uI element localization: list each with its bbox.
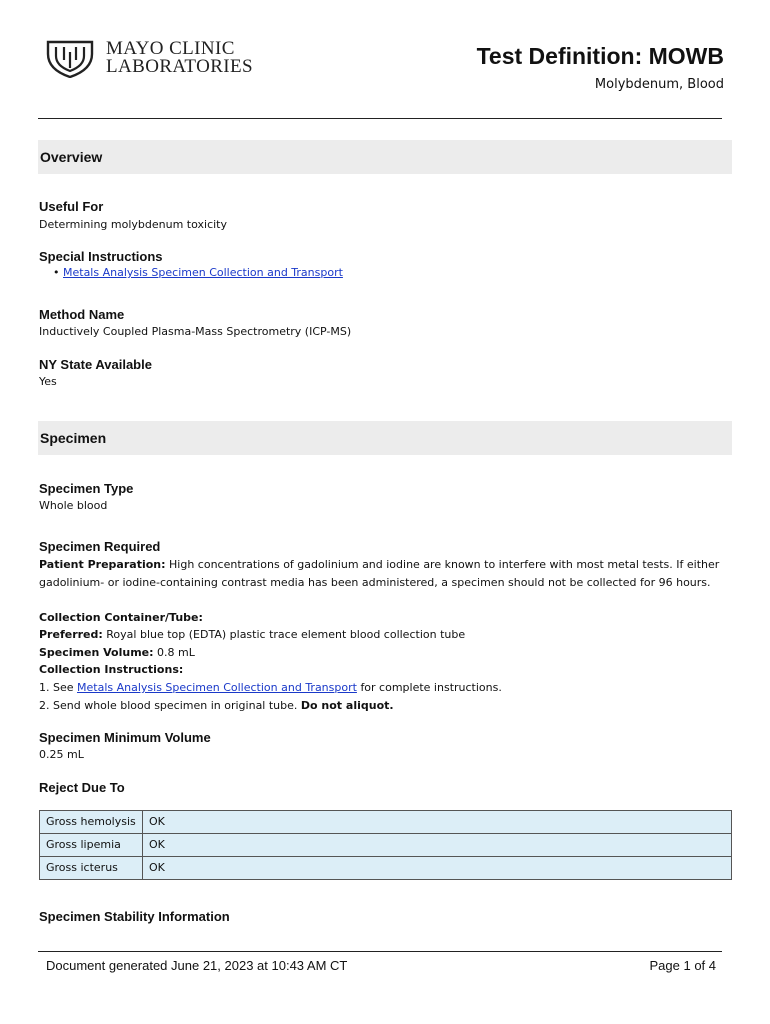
overview-heading: Overview: [40, 149, 103, 165]
mayo-shield-icon: [44, 38, 96, 78]
reject-due-to-label: Reject Due To: [39, 780, 125, 795]
useful-for-label: Useful For: [39, 199, 104, 214]
specimen-type-value: Whole blood: [39, 499, 108, 512]
ny-state-value: Yes: [39, 375, 57, 388]
specimen-heading: Specimen: [40, 430, 107, 446]
specimen-volume-value: 0.8 mL: [157, 646, 195, 659]
instruction-1-suffix: for complete instructions.: [360, 681, 502, 694]
logo-line-1: MAYO CLINIC: [106, 38, 235, 59]
method-name-value: Inductively Coupled Plasma-Mass Spectrometry (ICP-MS): [39, 325, 352, 338]
patient-preparation: [39, 556, 729, 591]
specimen-section-header: [38, 421, 732, 455]
stability-label: Specimen Stability Information: [39, 909, 230, 924]
special-instructions-label: Special Instructions: [39, 249, 163, 264]
preferred-label: Preferred:: [39, 628, 103, 641]
reject-condition: Gross lipemia: [40, 834, 143, 857]
reject-result: OK: [143, 834, 732, 857]
table-row: [40, 834, 732, 857]
instruction-1-prefix: 1. See: [39, 681, 74, 694]
collection-container-line: [39, 611, 203, 624]
overview-section-header: [38, 140, 732, 174]
reject-condition: Gross hemolysis: [40, 811, 143, 834]
min-volume-value: 0.25 mL: [39, 748, 84, 761]
patient-prep-text: High concentrations of gadolinium and iodine are known to interfere with most metal tests. If either gadolinium- or iodine-containing contrast media has been administered, a specimen should not be collected for 96 hours.: [39, 558, 720, 589]
header-divider: [38, 118, 722, 119]
page-title: Test Definition: MOWB: [476, 43, 724, 69]
generated-timestamp: Document generated June 21, 2023 at 10:43 AM CT: [46, 958, 348, 973]
table-row: [40, 811, 732, 834]
useful-for-value: Determining molybdenum toxicity: [39, 218, 227, 231]
method-name-label: Method Name: [39, 307, 125, 322]
page-subtitle: Molybdenum, Blood: [594, 77, 724, 92]
bullet-icon: •: [53, 266, 60, 279]
ny-state-label: NY State Available: [39, 357, 152, 372]
collection-instructions-line: [39, 663, 183, 676]
metals-analysis-link-2[interactable]: Metals Analysis Specimen Collection and Transport: [77, 681, 357, 694]
page-number: Page 1 of 4: [649, 958, 716, 973]
specimen-volume-label: Specimen Volume:: [39, 646, 154, 659]
specimen-volume-line: [39, 646, 195, 659]
preferred-line: [39, 628, 465, 641]
reject-condition: Gross icterus: [40, 857, 143, 880]
specimen-type-label: Specimen Type: [39, 481, 134, 496]
collection-container-label: Collection Container/Tube:: [39, 611, 203, 624]
reject-table: [39, 810, 732, 880]
instruction-2: [39, 699, 394, 712]
collection-instructions-label: Collection Instructions:: [39, 663, 184, 676]
specimen-required-label: Specimen Required: [39, 539, 161, 554]
reject-result: OK: [143, 857, 732, 880]
patient-prep-label: Patient Preparation:: [39, 558, 166, 571]
logo-line-2: LABORATORIES: [106, 56, 253, 77]
mayo-clinic-logo: [44, 38, 253, 78]
min-volume-label: Specimen Minimum Volume: [39, 730, 211, 745]
special-instructions-item: [53, 266, 343, 279]
instruction-1: [39, 681, 502, 694]
footer-divider: [38, 951, 722, 952]
table-row: [40, 857, 732, 880]
metals-analysis-link[interactable]: Metals Analysis Specimen Collection and Transport: [63, 266, 343, 279]
instruction-2-text: 2. Send whole blood specimen in original tube.: [39, 699, 298, 712]
instruction-2-bold: Do not aliquot.: [300, 699, 394, 712]
preferred-value: Royal blue top (EDTA) plastic trace element blood collection tube: [106, 628, 466, 641]
reject-result: OK: [143, 811, 732, 834]
